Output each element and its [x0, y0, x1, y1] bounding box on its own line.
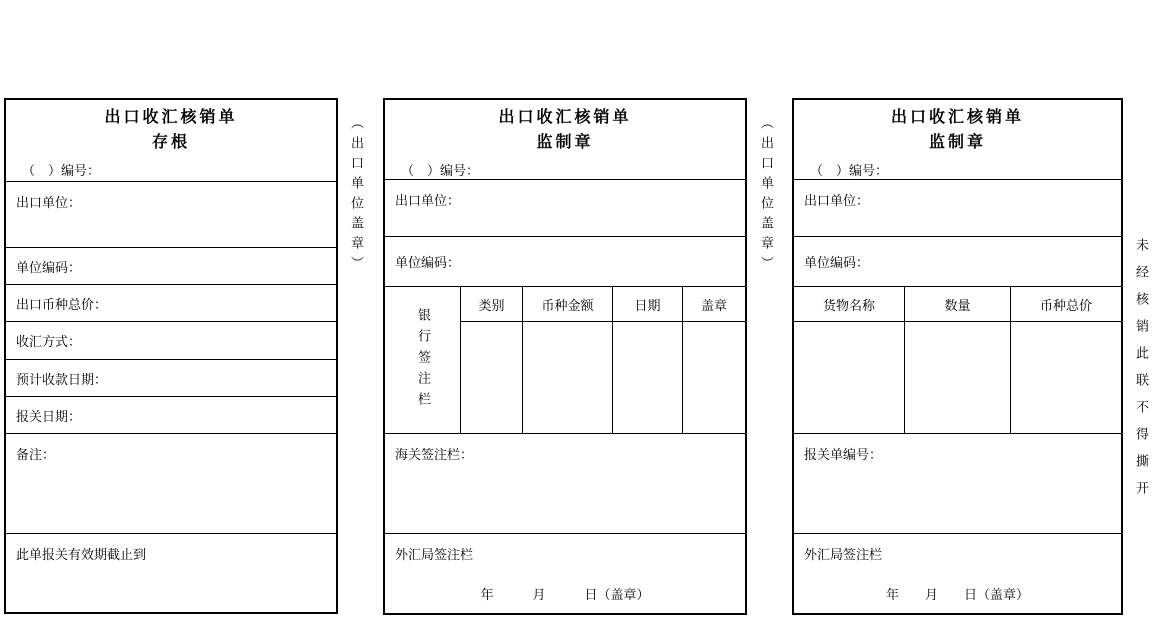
- goods-table: [794, 287, 1121, 434]
- stub-header: [6, 100, 336, 182]
- stub-expected-collection-date-field: 预计收款日期：: [6, 360, 336, 397]
- bank-notes-col-stamp-header: 盖章: [683, 287, 745, 322]
- bank-copy-number-label: （ ）编号：: [401, 164, 480, 180]
- goods-col-total-price-header: 币种总价: [1011, 287, 1121, 322]
- bank-notes-col-amount: [522, 287, 612, 433]
- bank-notes-col-date-header: 日期: [613, 287, 682, 322]
- stub-title: 出口收汇核销单: [104, 107, 238, 126]
- goods-copy-subtitle: 监制章: [928, 132, 986, 152]
- bank-notes-col-date: [612, 287, 682, 433]
- bank-copy-exporter-field: 出口单位：: [385, 180, 745, 237]
- bank-notes-col-stamp-cell: [683, 322, 745, 433]
- bank-notes-col-category-header: 类别: [461, 287, 522, 322]
- goods-col-quantity-header: 数量: [905, 287, 1010, 322]
- goods-col-total-price: [1010, 287, 1121, 433]
- goods-copy-panel: [792, 98, 1123, 615]
- stub-validity-field: 此单报关有效期截止到: [16, 548, 147, 563]
- bank-notes-col-category: [460, 287, 522, 433]
- bank-copy-safe-note-field: [385, 534, 745, 613]
- goods-copy-header: [794, 100, 1121, 180]
- goods-col-quantity-cell: [905, 322, 1010, 433]
- bank-notes-col-stamp: [682, 287, 745, 433]
- stub-remarks-field: 备注：: [6, 434, 336, 534]
- stub-subtitle: 存根: [151, 132, 190, 152]
- bank-notes-col-amount-cell: [523, 322, 612, 433]
- do-not-tear-note: 未经核销此联不得撕开: [1133, 238, 1148, 508]
- bank-notes-col-date-cell: [613, 322, 682, 433]
- goods-copy-safe-note-field: [794, 534, 1121, 613]
- exporter-stamp-note-right: （出口单位盖章）: [758, 116, 773, 276]
- bank-notes-row-header-cell: [385, 287, 460, 433]
- goods-copy-safe-note-label: 外汇局签注栏: [804, 548, 883, 563]
- goods-copy-exporter-field: 出口单位：: [794, 180, 1121, 237]
- goods-copy-declaration-number-field: 报关单编号：: [794, 434, 1121, 534]
- stub-currency-total-field: 出口币种总价：: [6, 285, 336, 322]
- goods-col-name-cell: [794, 322, 904, 433]
- bank-copy-panel: [383, 98, 747, 615]
- stub-declaration-date-field: 报关日期：: [6, 397, 336, 434]
- goods-copy-unit-code-field: 单位编码：: [794, 237, 1121, 287]
- goods-copy-date-line: 年 月 日（盖章）: [885, 588, 1029, 603]
- stub-exporter-field: 出口单位：: [6, 182, 336, 248]
- stub-copy-panel: [4, 98, 338, 614]
- goods-col-name: [794, 287, 904, 433]
- bank-notes-row-header-label: 银行签注栏: [415, 307, 430, 413]
- bank-notes-col-amount-header: 币种金额: [523, 287, 612, 322]
- goods-col-name-header: 货物名称: [794, 287, 904, 322]
- stub-number-label: （ ）编号：: [22, 164, 101, 180]
- stub-unit-code-field: 单位编码：: [6, 248, 336, 285]
- bank-copy-title: 出口收汇核销单: [498, 107, 632, 126]
- goods-copy-number-label: （ ）编号：: [810, 164, 889, 180]
- bank-notes-table: [385, 287, 745, 434]
- bank-copy-header: [385, 100, 745, 180]
- bank-notes-col-category-cell: [461, 322, 522, 433]
- goods-col-quantity: [904, 287, 1010, 433]
- bank-copy-unit-code-field: 单位编码：: [385, 237, 745, 287]
- stub-collection-method-field: 收汇方式：: [6, 322, 336, 360]
- goods-copy-title: 出口收汇核销单: [890, 107, 1024, 126]
- bank-copy-customs-note-field: 海关签注栏：: [385, 434, 745, 534]
- bank-copy-subtitle: 监制章: [536, 132, 594, 152]
- bank-copy-date-line: 年 月 日（盖章）: [480, 588, 650, 603]
- goods-col-total-price-cell: [1011, 322, 1121, 433]
- exporter-stamp-note-left: （出口单位盖章）: [348, 116, 363, 276]
- bank-copy-safe-note-label: 外汇局签注栏: [395, 548, 474, 563]
